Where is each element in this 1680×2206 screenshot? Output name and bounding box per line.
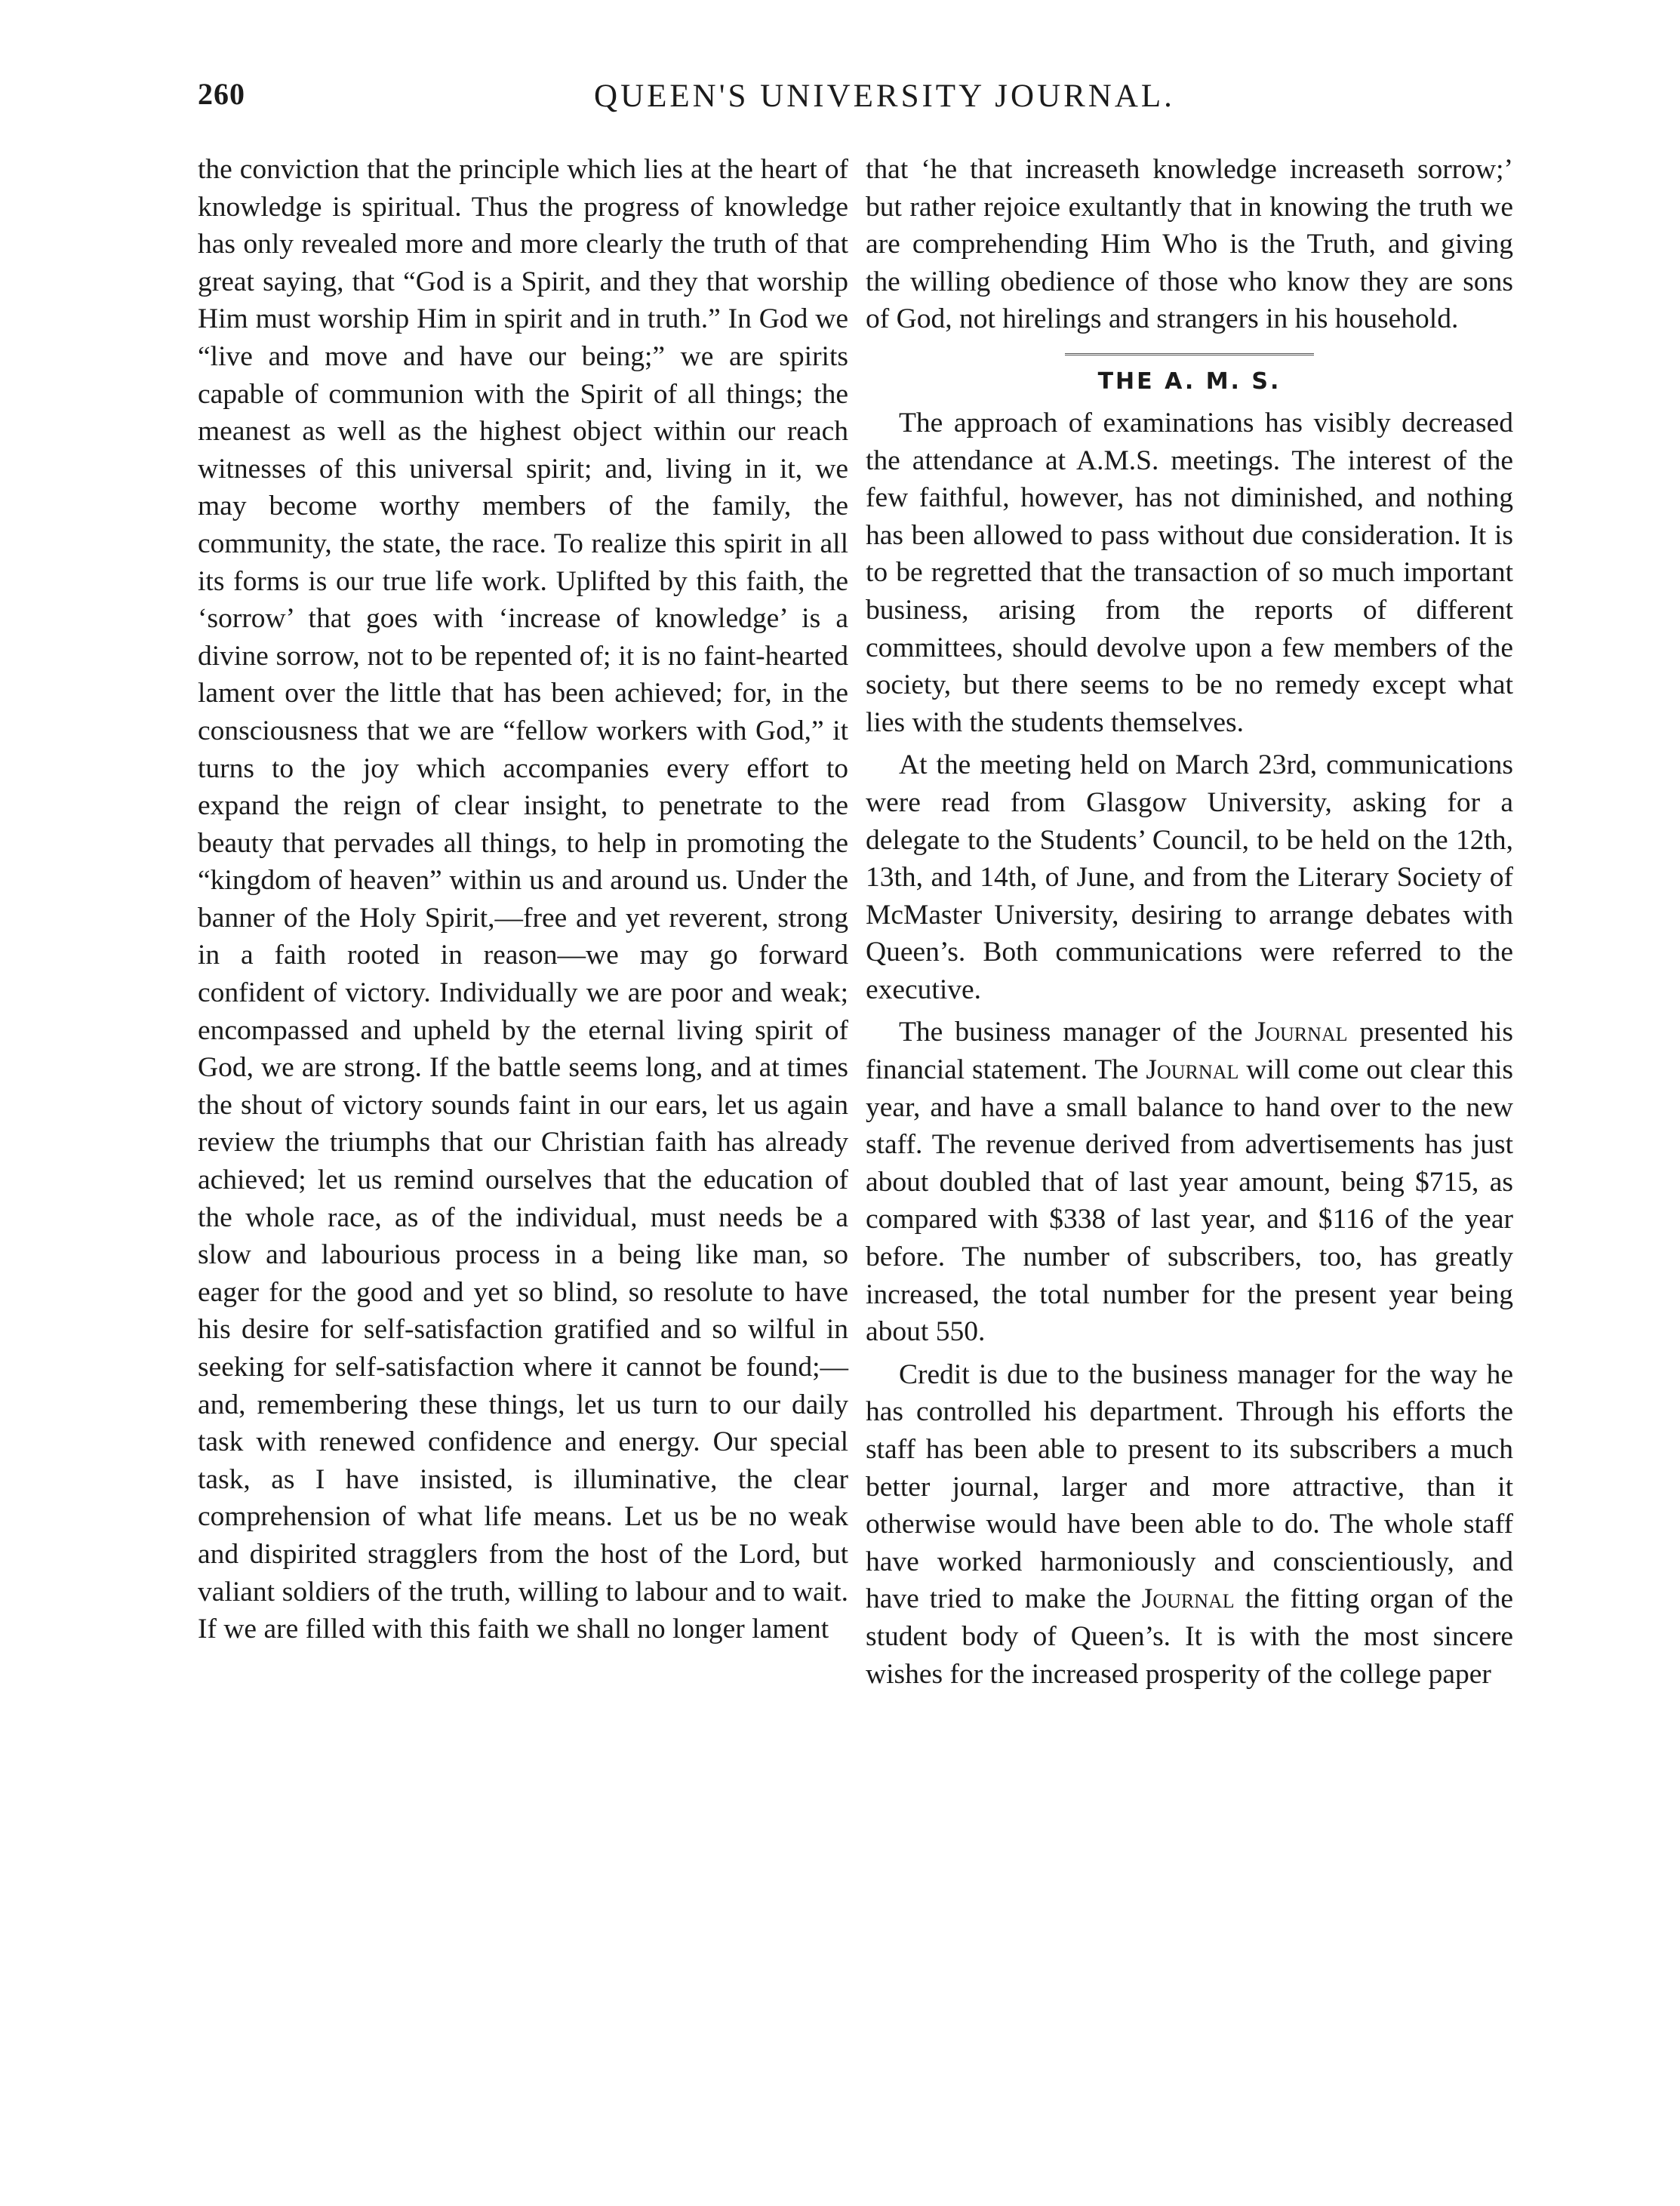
page-header — [198, 72, 1526, 125]
journal-word: Journal — [1141, 1583, 1235, 1615]
right-paragraph-5 — [866, 1356, 1513, 1693]
paragraph-5-part-b: the fitting organ of the student body of Queen’s. It is with the most sincere wishes for the increased prosperity of the college paper — [866, 1583, 1513, 1690]
paragraph-4-part-b: presented his financial statement. The — [866, 1017, 1514, 1086]
journal-title: QUEEN'S UNIVERSITY JOURNAL. — [594, 78, 1175, 114]
paragraph-5-part-a: Credit is due to the business manager for the way he has controlled his department. Through his efforts the staff has been able to present to its subscribers a much better journal, larger and more attractive, than it otherwise would have been able to do. The whole staff have worked harmoniously and conscientiously, and have tried to make the — [866, 1358, 1513, 1615]
left-paragraph-1: the conviction that the principle which lies at the heart of knowledge is spiritual. Thus the progress of knowledge has only revealed more and more clearly the truth of that great saying, that “God is a Spirit, and they that worship Him must worship Him in spirit and in truth.” In God we “live and move and have our being;” we are spirits capable of communion with the Spirit of all things; the meanest as well as the highest object within our reach witnesses of this universal spirit; and, living in it, we may become worthy members of the family, the community, the state, the race. To realize this spirit in all its forms is our true life work. Uplifted by this faith, the ‘sorrow’ that goes with ‘increase of knowledge’ is a divine sorrow, not to be repented of; it is no faint-hearted lament over the little that has been achieved; for, in the consciousness that we are “fellow workers with God,” it turns to the joy which accompanies every effort to expand the reign of clear insight, to penetrate to the beauty that pervades all things, to help in promoting the “kingdom of heaven” within us and around us. Under the banner of the Holy Spirit,—free and yet reverent, strong in a faith rooted in reason—we may go forward confident of victory. Individually we are poor and weak; encompassed and upheld by the eternal living spirit of God, we are strong. If the battle seems long, and at times the shout of victory sounds faint in our ears, let us again review the triumphs that our Christian faith has already achieved; let us remind ourselves that the education of the whole race, as of the individual, must needs be a slow and labourious process in a being like man, so eager for the good and yet so blind, so resolute to have his desire for self-satisfaction gratified and so wilful in seeking for self-satisfaction where it cannot be found;—and, remembering these things, let us turn to our daily task with renewed confidence and energy. Our special task, as I have insisted, is illuminative, the clear comprehension of what life means. Let us be no weak and dispirited stragglers from the host of the Lord, but valiant soldiers of the truth, willing to labour and to wait. If we are filled with this faith we shall no longer lament — [198, 154, 848, 1645]
right-paragraph-3: At the meeting held on March 23rd, communications were read from Glasgow University, asking for a delegate to the Students’ Council, to be held on the 12th, 13th, and 14th, of June, and from the Literary Society of McMaster University, desiring to arrange debates with Queen’s. Both communications were referred to the executive. — [866, 749, 1513, 1005]
paragraph-4-part-a: The business manager of the — [899, 1017, 1243, 1048]
right-paragraph-2: The approach of examinations has visibly decreased the attendance at A.M.S. meetings. The interest of the few faithful, however, has not diminished, and nothing has been allowed to pass without due consideration. It is to be regretted that the transaction of so much important business, arising from the reports of different committees, should devolve upon a few members of the society, but there seems to be no remedy except what lies with the students themselves. — [866, 407, 1513, 738]
journal-word: Journal — [1146, 1054, 1239, 1086]
paragraph-4-part-c: will come out clear this year, and have a small balance to hand over to the new staff. The revenue derived from advertisements has just about doubled that of last year amount, being $715, as compared with $338 of last year, and $116 of the year before. The number of subscribers, too, has greatly increased, the total number for the present year being about 550. — [866, 1054, 1514, 1348]
left-column — [198, 151, 848, 1648]
page-number: 260 — [198, 77, 245, 111]
journal-word: Journal — [1254, 1017, 1348, 1048]
right-paragraph-1: that ‘he that increaseth knowledge increaseth sorrow;’ but rather rejoice exultantly that in knowing the truth we are comprehending Him Who is the Truth, and giving the willing obedience of those who know they are sons of God, not hirelings and strangers in his household. — [866, 154, 1513, 335]
section-divider — [1065, 353, 1314, 358]
section-heading: THE A. M. S. — [1097, 368, 1282, 395]
right-paragraph-4 — [866, 1014, 1513, 1350]
right-column — [866, 151, 1513, 1693]
